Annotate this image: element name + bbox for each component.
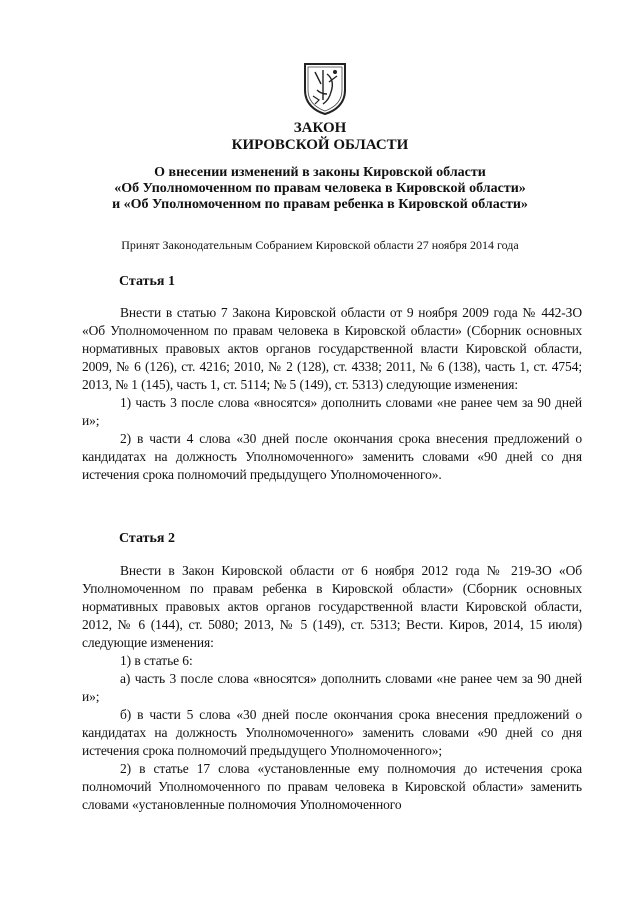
article1-body [82, 304, 582, 484]
article1-heading: Статья 1 [119, 274, 175, 289]
coat-of-arms-icon [301, 60, 349, 116]
law-title-line2: КИРОВСКОЙ ОБЛАСТИ [231, 137, 409, 153]
article2-heading: Статья 2 [119, 531, 175, 546]
law-subtitle-line3: и «Об Уполномоченном по правам ребенка в Кировской области» [112, 197, 528, 212]
article1-paragraph: 1) часть 3 после слова «вносятся» дополнить словами «не ранее чем за 90 дней и»; [82, 395, 582, 428]
law-subtitle [0, 165, 640, 213]
law-title-line1: ЗАКОН [293, 120, 347, 136]
article1-paragraph: Внести в статью 7 Закона Кировской области от 9 ноября 2009 года № 442-ЗО «Об Уполномоченном по правам человека в Кировской области» (Сборник основных нормативных правовых актов органов государственной власти Кировской области, 2009, № 6 (126), ст. 4216; 2010, № 2 (128), ст. 4338; 2011, № 6 (138), часть 1, ст. 4754; 2013, № 1 (145), часть 1, ст. 5114; № 5 (149), ст. 5313) следующие изменения: [82, 305, 582, 392]
law-subtitle-line2: «Об Уполномоченном по правам человека в Кировской области» [114, 181, 526, 196]
law-title [0, 120, 640, 154]
article2-paragraph: Внести в Закон Кировской области от 6 ноября 2012 года № 219-ЗО «Об Уполномоченном по правам ребенка в Кировской области» (Сборник основных нормативных правовых актов органов государственной власти Кировской области, 2012, № 6 (144), ст. 5080; 2013, № 5 (149), ст. 5313; Вести. Киров, 2014, 15 июля) следующие изменения: [82, 563, 582, 650]
article2-paragraph: 1) в статье 6: [120, 653, 193, 668]
law-subtitle-line1: О внесении изменений в законы Кировской области [154, 165, 486, 180]
article2-paragraph: б) в части 5 слова «30 дней после окончания срока внесения предложений о кандидатах на должность Уполномоченного» заменить словами «90 дней со дня истечения срока полномочий предыдущего Уполномоченного»; [82, 707, 582, 758]
adoption-note: Принят Законодательным Собранием Кировской области 27 ноября 2014 года [121, 238, 519, 252]
article1-paragraph: 2) в части 4 слова «30 дней после окончания срока внесения предложений о кандидатах на должность Уполномоченного» заменить словами «90 дней со дня истечения срока полномочий предыдущего Уполномоченного». [82, 431, 582, 482]
article2-paragraph: а) часть 3 после слова «вносятся» дополнить словами «не ранее чем за 90 дней и»; [82, 671, 582, 704]
article2-paragraph: 2) в статье 17 слова «установленные ему полномочия до истечения срока полномочий Уполномоченного по правам человека в Кировской области» заменить словами «установленные полномочия Уполномоченного [82, 761, 582, 812]
article2-body [82, 562, 582, 814]
